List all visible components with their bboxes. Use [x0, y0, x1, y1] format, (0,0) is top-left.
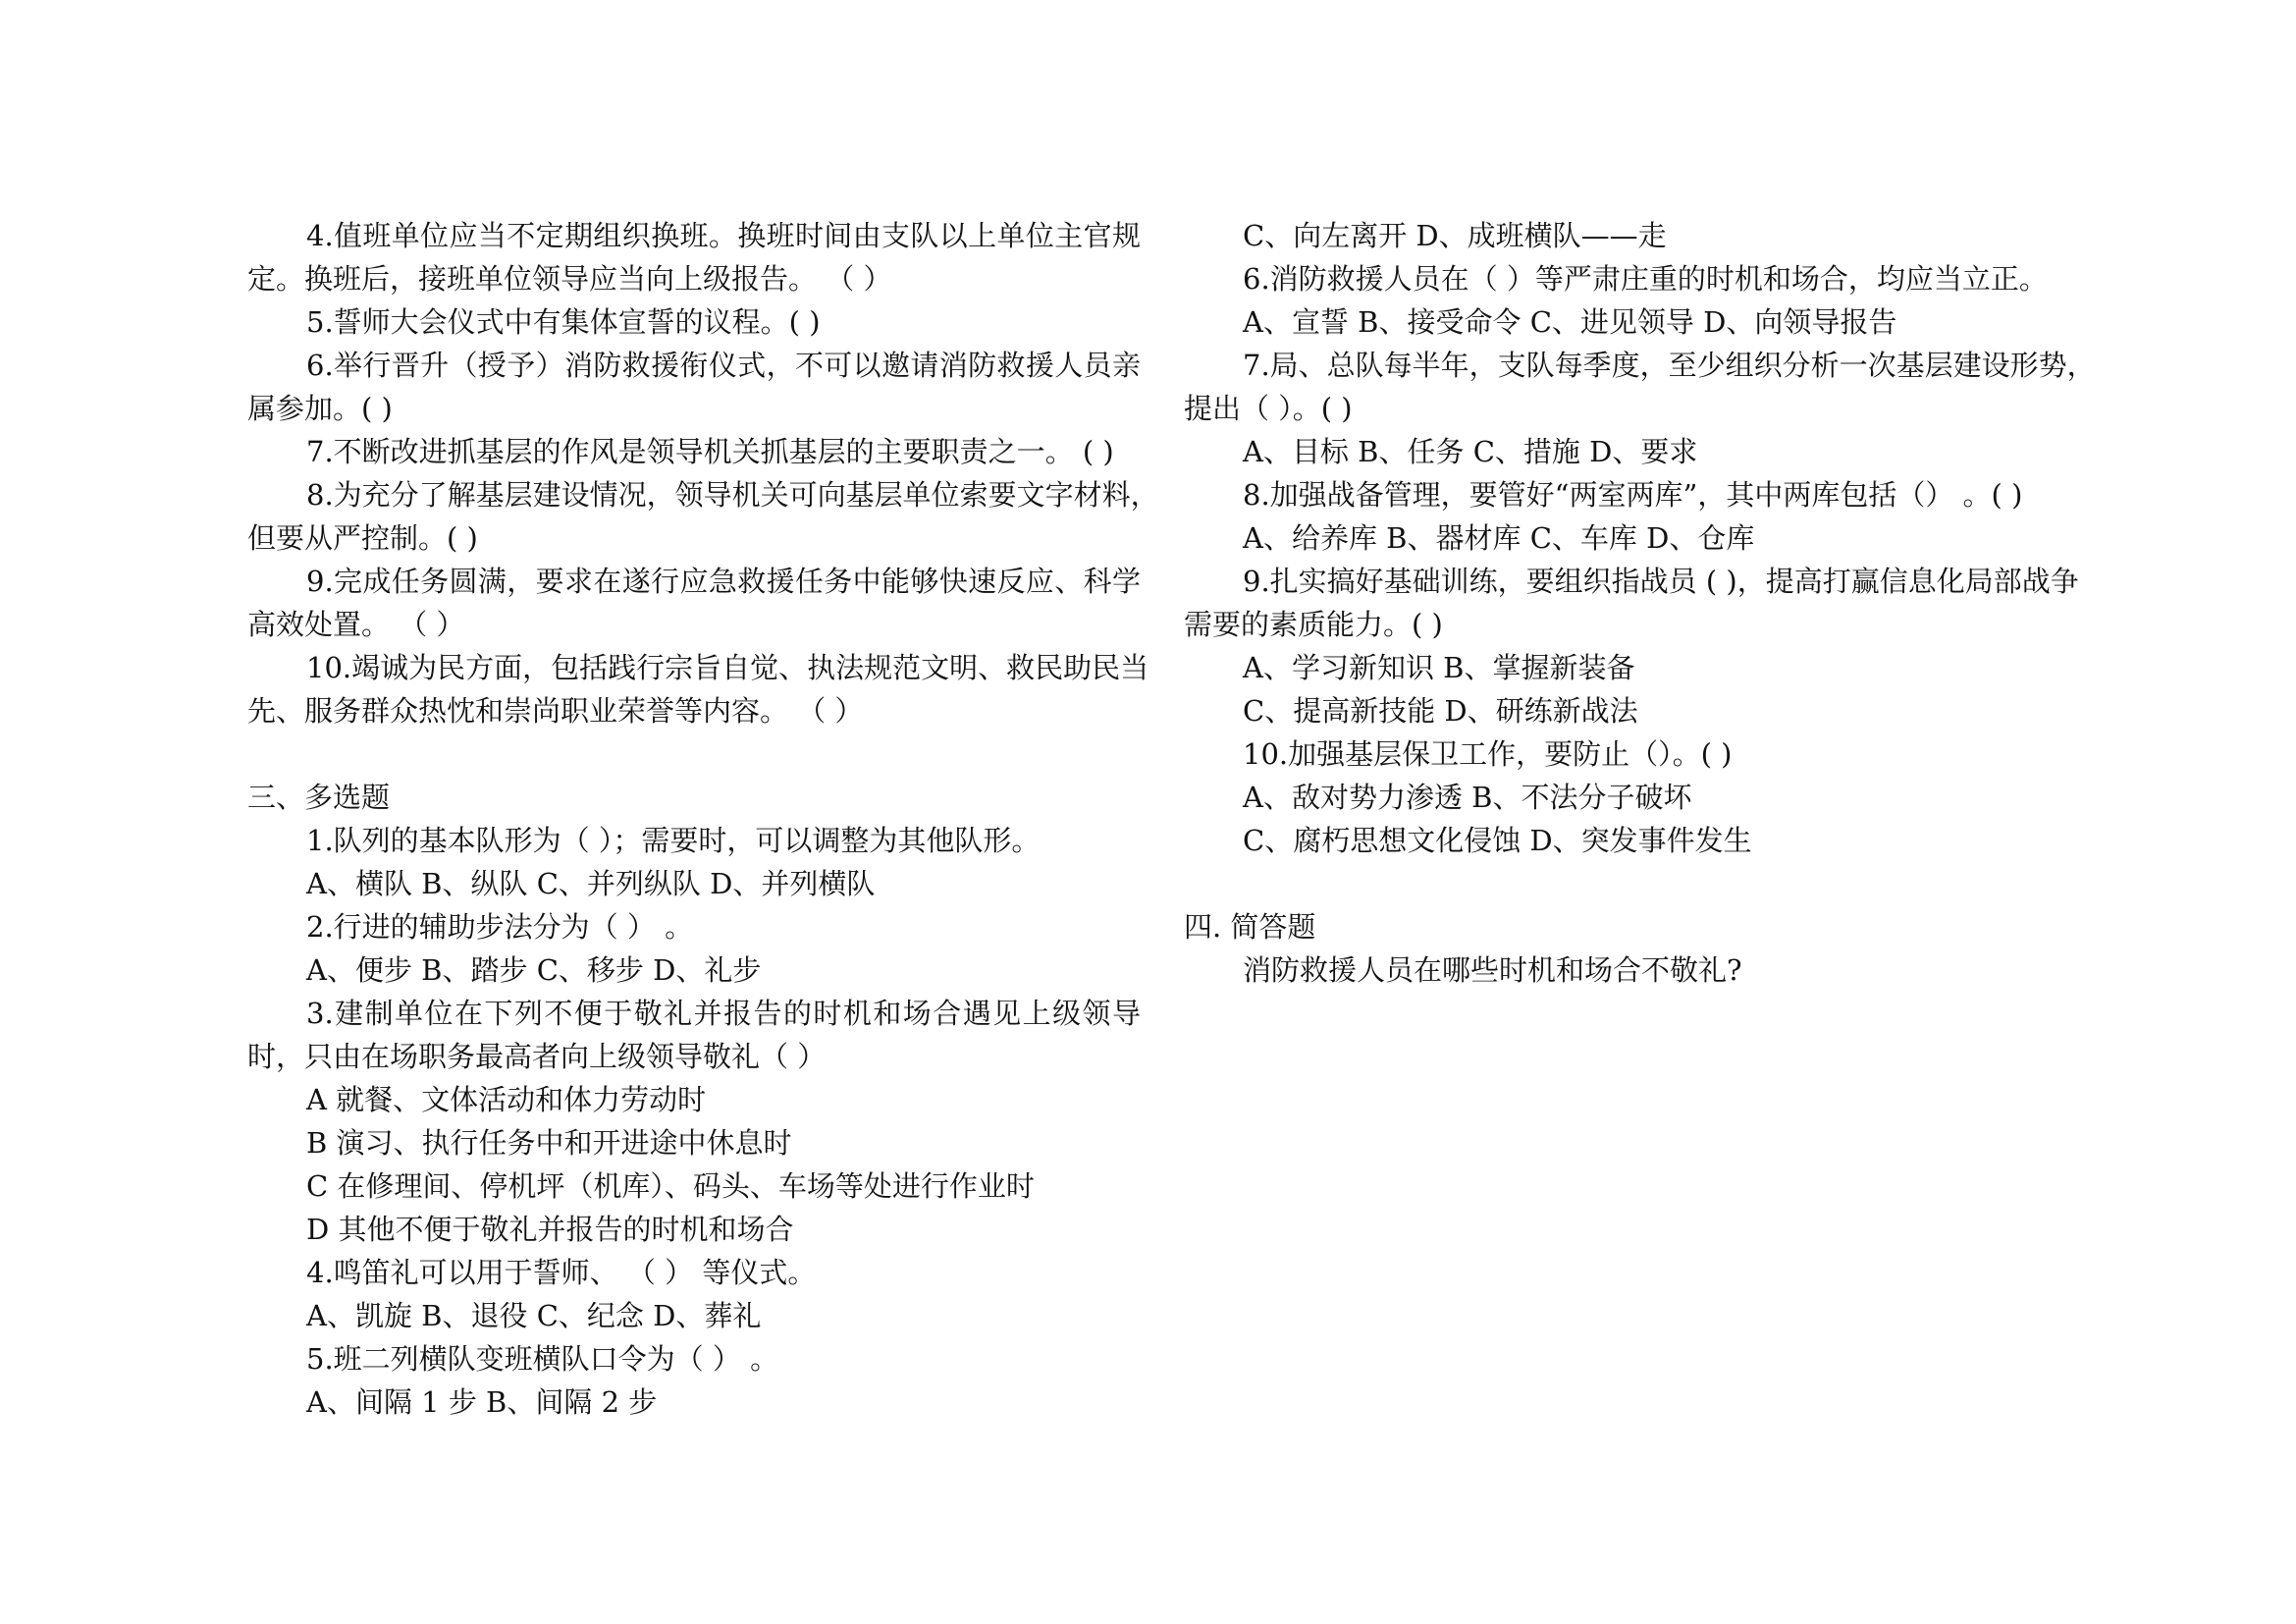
question-item: [247, 430, 1141, 473]
text-line: 7.不断改进抓基层的作风是领导机关抓基层的主要职责之一。 ( ): [306, 435, 1114, 468]
section-4-title: 四. 简答题: [1184, 910, 1316, 944]
question-item: [247, 560, 1141, 646]
text-line: 但要从严控制。( ): [247, 521, 478, 555]
question-item: [247, 1078, 1141, 1121]
multiple-choice-questions: [247, 819, 1141, 1424]
multiple-choice-continued: [1184, 214, 2096, 862]
text-line: 4.值班单位应当不定期组织换班。换班时间由支队以上单位主官规: [306, 219, 1141, 252]
right-column: [1184, 214, 2096, 992]
question-item: [247, 473, 1159, 560]
question-item: [247, 1294, 1141, 1337]
question-item: [247, 1164, 1141, 1208]
question-item: [1184, 214, 2063, 257]
text-line: C、向左离开 D、成班横队——走: [1243, 219, 1667, 252]
true-false-questions: [247, 214, 1159, 732]
spacer: [247, 732, 1141, 776]
question-item: [247, 1121, 1141, 1164]
question-item: [247, 905, 1141, 948]
text-line: 1.队列的基本队形为（ ）；需要时，可以调整为其他队形。: [306, 824, 1041, 857]
question-item: [247, 1208, 1141, 1251]
text-line: A、横队 B、纵队 C、并列纵队 D、并列横队: [306, 867, 876, 900]
text-line: 3.建制单位在下列不便于敬礼并报告的时机和场合遇见上级领导: [306, 997, 1141, 1030]
text-line: C 在修理间、停机坪（机库）、码头、车场等处进行作业时: [306, 1169, 1035, 1203]
text-line: 2.行进的辅助步法分为（ ） 。: [306, 910, 694, 944]
text-line: 先、服务群众热忱和崇尚职业荣誉等内容。 （ ）: [247, 694, 864, 728]
text-line: 10.竭诚为民方面，包括践行宗旨自觉、执法规范文明、救民助民当: [306, 651, 1149, 684]
text-line: 5.誓师大会仪式中有集体宣誓的议程。( ): [306, 305, 821, 339]
question-item: [247, 1380, 1141, 1424]
text-line: B 演习、执行任务中和开进途中休息时: [306, 1126, 792, 1160]
text-line: A、敌对势力渗透 B、不法分子破坏: [1243, 781, 1692, 814]
question-item: [1184, 344, 2096, 430]
question-item: [247, 300, 1141, 344]
text-line: 8.为充分了解基层建设情况，领导机关可向基层单位索要文字材料，: [306, 478, 1159, 512]
text-line: 6.消防救援人员在（ ）等严肃庄重的时机和场合，均应当立正。: [1243, 262, 2048, 296]
text-line: A、间隔 1 步 B、间隔 2 步: [306, 1385, 658, 1419]
text-line: 4.鸣笛礼可以用于誓师、 （ ） 等仪式。: [306, 1256, 817, 1289]
question-item: [1184, 300, 2063, 344]
question-item: [1184, 732, 2063, 776]
question-item: [247, 992, 1141, 1078]
text-line: A、给养库 B、器材库 C、车库 D、仓库: [1243, 521, 1755, 555]
text-line: 10.加强基层保卫工作，要防止（）。( ): [1243, 737, 1733, 771]
text-line: 属参加。( ): [247, 392, 393, 425]
question-item: [247, 344, 1141, 430]
text-line: 需要的素质能力。( ): [1184, 608, 1443, 641]
question-item: [1184, 689, 2063, 732]
question-item: [1184, 776, 2063, 819]
question-item: [1184, 473, 2063, 516]
text-line: 5.班二列横队变班横队口令为（ ） 。: [306, 1342, 779, 1376]
text-line: 提出（ ）。( ): [1184, 392, 1353, 425]
text-line: C、提高新技能 D、研练新战法: [1243, 694, 1638, 728]
text-line: A 就餐、文体活动和体力劳动时: [306, 1083, 707, 1116]
short-answer-question: 消防救援人员在哪些时机和场合不敬礼?: [1243, 953, 1742, 987]
section-3-title: 三、多选题: [247, 781, 391, 814]
text-line: 7.局、总队每半年，支队每季度，至少组织分析一次基层建设形势，: [1243, 349, 2096, 382]
spacer: [1184, 862, 2063, 905]
question-item: [1184, 257, 2063, 300]
question-item: [1184, 819, 2063, 862]
text-line: 8.加强战备管理，要管好“两室两库”，其中两库包括（） 。( ): [1243, 478, 2023, 512]
text-line: 高效处置。 （ ）: [247, 608, 465, 641]
question-item: [247, 214, 1141, 300]
text-line: C、腐朽思想文化侵蚀 D、突发事件发生: [1243, 824, 1752, 857]
question-item: [247, 948, 1141, 992]
text-line: 定。换班后，接班单位领导应当向上级报告。 （ ）: [247, 262, 892, 296]
question-item: [247, 1251, 1141, 1294]
text-line: A、便步 B、踏步 C、移步 D、礼步: [306, 953, 762, 987]
question-item: [1184, 646, 2063, 689]
question-item: [247, 646, 1149, 732]
text-line: A、凯旋 B、退役 C、纪念 D、葬礼: [306, 1299, 762, 1332]
text-line: A、目标 B、任务 C、措施 D、要求: [1243, 435, 1698, 468]
question-item: [1184, 430, 2063, 473]
text-line: D 其他不便于敬礼并报告的时机和场合: [306, 1213, 794, 1246]
text-line: A、学习新知识 B、掌握新装备: [1243, 651, 1635, 684]
question-item: [247, 1337, 1141, 1380]
text-line: 9.完成任务圆满，要求在遂行应急救援任务中能够快速反应、科学: [306, 565, 1141, 598]
question-item: [247, 819, 1141, 862]
text-line: 时，只由在场职务最高者向上级领导敬礼（ ）: [247, 1040, 827, 1073]
left-column: [247, 214, 1159, 1424]
question-item: [1184, 516, 2063, 560]
question-item: [1184, 560, 2079, 646]
text-line: 6.举行晋升（授予）消防救援衔仪式，不可以邀请消防救援人员亲: [306, 349, 1141, 382]
text-line: 9.扎实搞好基础训练，要组织指战员 ( )，提高打赢信息化局部战争: [1243, 565, 2079, 598]
question-item: [247, 862, 1141, 905]
text-line: A、宣誓 B、接受命令 C、进见领导 D、向领导报告: [1243, 305, 1897, 339]
